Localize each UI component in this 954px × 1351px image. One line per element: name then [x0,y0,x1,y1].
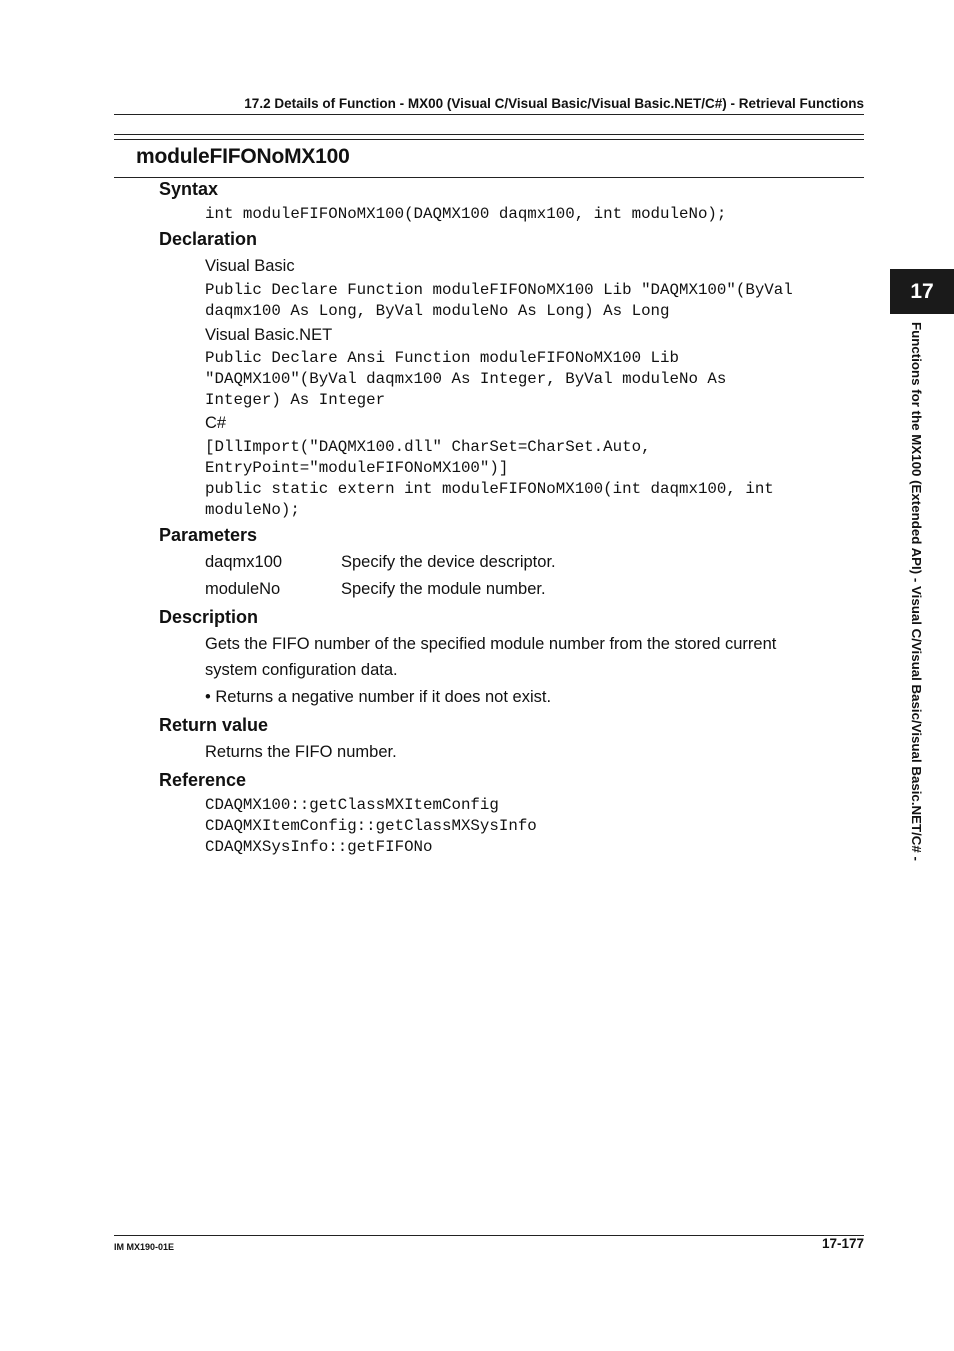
vb-label: Visual Basic [205,257,295,275]
cs-code: [DllImport("DAQMX100.dll" CharSet=CharSet.Auto, EntryPoint="moduleFIFONoMX100")] public static extern int moduleFIFONoMX100(int daqmx100, int moduleNo); [205,438,774,519]
parameters-heading: Parameters [159,525,258,545]
declaration-heading: Declaration [159,229,258,249]
param-desc: Specify the module number. [341,580,546,598]
description-line: Gets the FIFO number of the specified module number from the stored current [205,635,777,653]
syntax-heading: Syntax [159,179,219,199]
title-underline [114,177,864,178]
description-bullet: • Returns a negative number if it does not exist. [205,688,552,706]
chapter-side-title: Functions for the MX100 (Extended API) - Visual C/Visual Basic/Visual Basic.NET/C# - [909,322,924,861]
description-heading: Description [159,607,259,627]
description-line: system configuration data. [205,661,398,679]
function-title: moduleFIFONoMX100 [136,145,350,168]
return-value-text: Returns the FIFO number. [205,743,397,761]
chapter-tab: 17 [890,269,954,314]
reference-heading: Reference [159,770,247,790]
vbnet-code: Public Declare Ansi Function moduleFIFONoMX100 Lib "DAQMX100"(ByVal daqmx100 As Integer, ByVal moduleNo As Integer) As Integer [205,349,727,409]
page-number: 17-177 [821,1236,864,1251]
cs-label: C# [205,414,227,432]
return-value-heading: Return value [159,715,269,735]
param-name: daqmx100 [205,553,283,571]
header-rule-top [114,114,864,115]
doc-id: IM MX190-01E [114,1242,175,1252]
vb-code: Public Declare Function moduleFIFONoMX100 Lib "DAQMX100"(ByVal daqmx100 As Long, ByVal moduleNo As Long) As Long [205,281,793,320]
param-desc: Specify the device descriptor. [341,553,556,571]
reference-code: CDAQMX100::getClassMXItemConfig CDAQMXItemConfig::getClassMXSysInfo CDAQMXSysInfo::getFIFONo [205,796,537,856]
vbnet-label: Visual Basic.NET [205,326,333,344]
header-rule-title-top-2 [114,139,864,140]
running-head: 17.2 Details of Function - MX00 (Visual C/Visual Basic/Visual Basic.NET/C#) - Retrieval Functions [244,96,864,111]
param-name: moduleNo [205,580,281,598]
header-rule-title-top-1 [114,134,864,135]
syntax-code: int moduleFIFONoMX100(DAQMX100 daqmx100, int moduleNo); [205,205,727,223]
